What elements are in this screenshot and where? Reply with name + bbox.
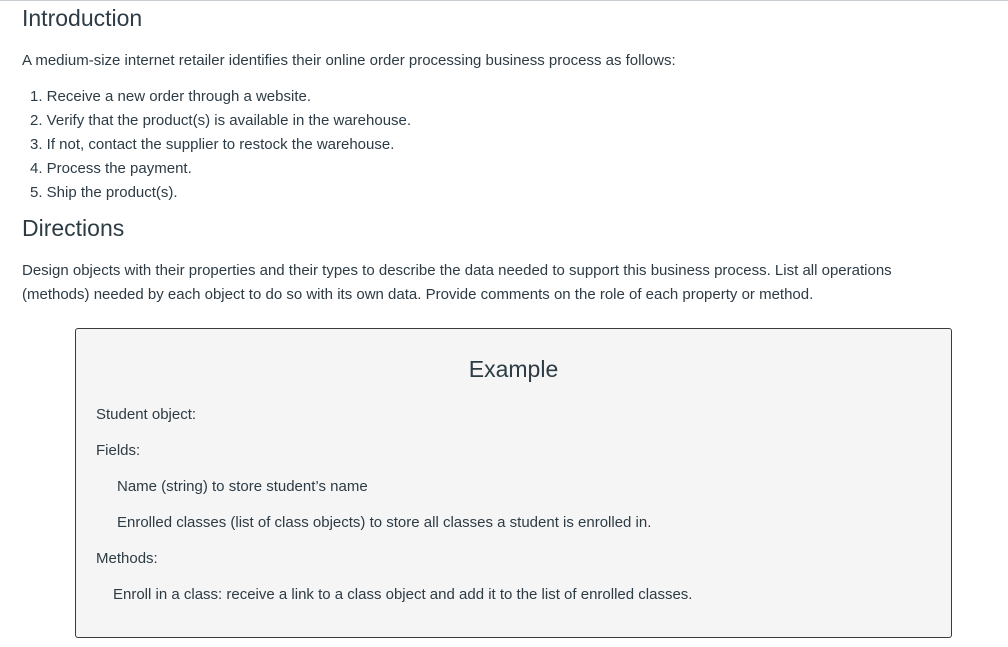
example-methods-label: Methods: xyxy=(96,550,158,567)
process-step: 5. Ship the product(s). xyxy=(30,184,178,201)
example-fields-label: Fields: xyxy=(96,442,141,459)
process-step: 3. If not, contact the supplier to restock the warehouse. xyxy=(30,136,395,153)
process-step: 4. Process the payment. xyxy=(30,160,192,177)
directions-heading: Directions xyxy=(22,215,125,241)
example-title: Example xyxy=(468,356,559,382)
process-steps-list xyxy=(30,85,411,205)
introduction-paragraph: A medium-size internet retailer identifies their online order processing business process as follows: xyxy=(22,52,676,69)
introduction-heading: Introduction xyxy=(22,5,143,31)
example-box xyxy=(75,328,952,638)
example-field-item: Name (string) to store student’s name xyxy=(117,478,368,495)
process-step: 1. Receive a new order through a website. xyxy=(30,88,311,105)
example-object-label: Student object: xyxy=(96,406,197,423)
example-field-item: Enrolled classes (list of class objects) to store all classes a student is enrolled in. xyxy=(117,514,652,531)
process-step: 2. Verify that the product(s) is available in the warehouse. xyxy=(30,112,412,129)
example-method-item: Enroll in a class: receive a link to a class object and add it to the list of enrolled classes. xyxy=(113,586,693,603)
directions-paragraph: Design objects with their properties and their types to describe the data needed to support this business process. List all operations (methods) needed by each object to do so with its own data. Provide comments on the role of each property or method. xyxy=(22,262,892,303)
